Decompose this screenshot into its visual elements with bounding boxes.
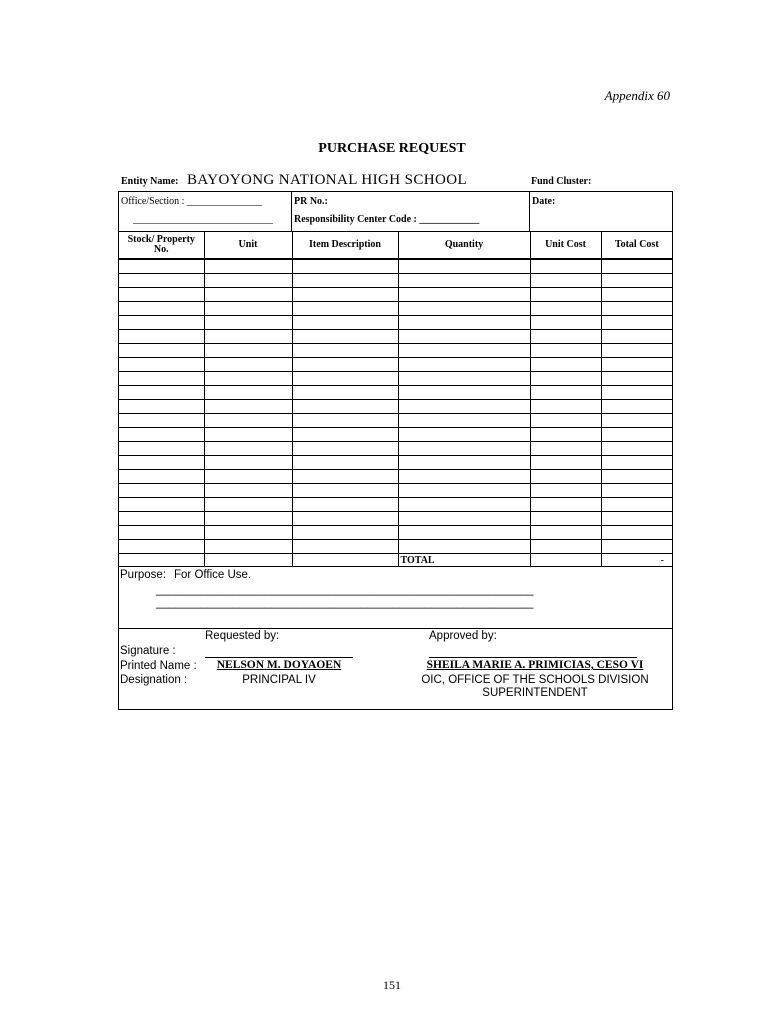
table-cell[interactable]: [204, 259, 292, 274]
requester-name: NELSON M. DOYAOEN: [216, 659, 342, 671]
table-row: [119, 259, 672, 274]
table-cell[interactable]: [601, 259, 672, 274]
table-cell[interactable]: [119, 274, 204, 288]
table-row: [119, 526, 672, 540]
table-cell[interactable]: [398, 414, 530, 428]
office-section-line: ____________________________: [133, 214, 273, 225]
responsibility-center-code-field[interactable]: Responsibility Center Code : ____________: [294, 214, 480, 225]
table-cell[interactable]: [398, 470, 530, 484]
table-cell[interactable]: [204, 358, 292, 372]
table-cell[interactable]: [398, 512, 530, 526]
table-row: [119, 316, 672, 330]
entity-name-value: BAYOYONG NATIONAL HIGH SCHOOL: [187, 172, 468, 188]
form-title: PURCHASE REQUEST: [318, 141, 466, 156]
table-cell[interactable]: [530, 358, 601, 372]
table-cell[interactable]: [601, 358, 672, 372]
table-cell[interactable]: [204, 316, 292, 330]
table-cell[interactable]: [204, 526, 292, 540]
table-cell[interactable]: [204, 400, 292, 414]
purpose-value[interactable]: For Office Use.: [174, 569, 252, 581]
table-cell[interactable]: [530, 344, 601, 358]
table-cell: [292, 554, 398, 567]
table-cell[interactable]: [119, 358, 204, 372]
table-cell[interactable]: [119, 414, 204, 428]
table-cell[interactable]: [601, 344, 672, 358]
column-header-unit-cost: Unit Cost: [530, 231, 601, 259]
approved-by-label: Approved by:: [429, 630, 497, 642]
column-header-unit: Unit: [204, 231, 292, 259]
table-cell[interactable]: [601, 442, 672, 456]
table-cell[interactable]: [119, 428, 204, 442]
table-row: [119, 288, 672, 302]
table-cell[interactable]: [398, 372, 530, 386]
table-cell[interactable]: [119, 344, 204, 358]
purchase-request-form: [118, 191, 673, 710]
table-cell[interactable]: [204, 512, 292, 526]
table-cell[interactable]: [119, 442, 204, 456]
table-cell[interactable]: [601, 302, 672, 316]
table-cell[interactable]: [204, 372, 292, 386]
table-cell[interactable]: [292, 344, 398, 358]
table-cell[interactable]: [601, 288, 672, 302]
table-cell[interactable]: [292, 330, 398, 344]
table-cell[interactable]: [601, 484, 672, 498]
table-cell[interactable]: [204, 414, 292, 428]
table-cell[interactable]: [292, 428, 398, 442]
table-cell[interactable]: [119, 259, 204, 274]
table-row: [119, 498, 672, 512]
table-row: [119, 512, 672, 526]
table-row: [119, 414, 672, 428]
table-row: [119, 400, 672, 414]
table-cell[interactable]: [601, 330, 672, 344]
table-cell[interactable]: [530, 386, 601, 400]
table-cell[interactable]: [204, 428, 292, 442]
table-cell[interactable]: [119, 526, 204, 540]
table-cell[interactable]: [119, 498, 204, 512]
requested-by-label: Requested by:: [205, 630, 280, 642]
table-cell[interactable]: [601, 316, 672, 330]
table-cell[interactable]: [530, 442, 601, 456]
table-cell[interactable]: [601, 526, 672, 540]
table-cell[interactable]: [601, 512, 672, 526]
table-cell[interactable]: [601, 274, 672, 288]
table-cell[interactable]: [530, 470, 601, 484]
table-cell[interactable]: [204, 540, 292, 554]
column-header-quantity: Quantity: [398, 231, 530, 259]
table-cell[interactable]: [119, 400, 204, 414]
header-divider: [291, 192, 292, 231]
signature-section: [119, 629, 672, 711]
requester-signature-line[interactable]: [205, 657, 353, 658]
form-header: [119, 192, 672, 232]
table-cell[interactable]: [398, 456, 530, 470]
table-cell: [119, 554, 204, 567]
table-cell[interactable]: [292, 259, 398, 274]
table-cell[interactable]: [530, 372, 601, 386]
table-cell[interactable]: [530, 512, 601, 526]
table-cell[interactable]: [292, 316, 398, 330]
table-cell[interactable]: [601, 428, 672, 442]
date-field[interactable]: Date:: [532, 196, 556, 207]
table-cell[interactable]: [398, 442, 530, 456]
column-header-stock-property-no: Stock/ Property No.: [119, 231, 204, 259]
table-cell[interactable]: [204, 470, 292, 484]
table-row: [119, 470, 672, 484]
table-cell[interactable]: [292, 288, 398, 302]
table-cell[interactable]: [292, 372, 398, 386]
office-section-field[interactable]: Office/Section : _______________: [121, 196, 262, 207]
total-label: TOTAL: [398, 554, 530, 567]
table-cell[interactable]: [119, 386, 204, 400]
table-cell[interactable]: [601, 386, 672, 400]
table-cell[interactable]: [530, 498, 601, 512]
table-row: [119, 540, 672, 554]
table-cell[interactable]: [292, 540, 398, 554]
appendix-label: Appendix 60: [604, 88, 670, 103]
approver-designation: OIC, OFFICE OF THE SCHOOLS DIVISION: [421, 674, 649, 686]
table-cell[interactable]: [292, 302, 398, 316]
table-cell[interactable]: [119, 316, 204, 330]
items-table: [119, 231, 672, 567]
table-cell[interactable]: [204, 498, 292, 512]
table-cell[interactable]: [601, 498, 672, 512]
purpose-line: ___________________________________________________________: [156, 584, 534, 596]
table-row: [119, 428, 672, 442]
purpose-line: ___________________________________________________________: [156, 597, 534, 609]
table-cell[interactable]: [530, 302, 601, 316]
table-cell[interactable]: [119, 330, 204, 344]
table-cell[interactable]: [292, 456, 398, 470]
table-row: [119, 330, 672, 344]
table-cell[interactable]: [530, 288, 601, 302]
table-cell[interactable]: [530, 400, 601, 414]
table-row: [119, 344, 672, 358]
purpose-label: Purpose:: [120, 569, 167, 581]
requester-designation: PRINCIPAL IV: [242, 674, 316, 686]
column-header-total-cost: Total Cost: [601, 231, 672, 259]
table-cell[interactable]: [398, 316, 530, 330]
purpose-section: [119, 568, 672, 629]
entity-name-label: Entity Name:: [121, 176, 179, 187]
table-cell[interactable]: [398, 484, 530, 498]
table-cell[interactable]: [204, 456, 292, 470]
table-cell[interactable]: [204, 386, 292, 400]
table-cell[interactable]: [601, 414, 672, 428]
table-cell: [530, 554, 601, 567]
table-cell[interactable]: [398, 498, 530, 512]
table-cell[interactable]: [398, 259, 530, 274]
table-cell[interactable]: [292, 498, 398, 512]
table-cell[interactable]: [601, 372, 672, 386]
table-cell[interactable]: [398, 302, 530, 316]
table-cell[interactable]: [398, 330, 530, 344]
table-cell[interactable]: [601, 470, 672, 484]
table-row: [119, 372, 672, 386]
table-row: [119, 386, 672, 400]
signature-label: Signature :: [120, 645, 176, 657]
table-cell[interactable]: [292, 386, 398, 400]
page-number: 151: [383, 978, 401, 992]
table-cell[interactable]: [530, 540, 601, 554]
table-row: [119, 302, 672, 316]
approver-name: SHEILA MARIE A. PRIMICIAS, CESO VI: [426, 659, 644, 671]
table-row: [119, 358, 672, 372]
table-cell[interactable]: [292, 512, 398, 526]
table-cell[interactable]: [601, 456, 672, 470]
table-cell[interactable]: [292, 470, 398, 484]
table-cell[interactable]: [398, 386, 530, 400]
pr-number-field[interactable]: PR No.:: [294, 196, 328, 207]
table-cell[interactable]: [204, 344, 292, 358]
table-cell[interactable]: [119, 484, 204, 498]
table-cell[interactable]: [530, 456, 601, 470]
table-cell[interactable]: [530, 484, 601, 498]
table-cell[interactable]: [292, 442, 398, 456]
printed-name-label: Printed Name :: [120, 660, 197, 672]
table-cell: [204, 554, 292, 567]
table-row: [119, 274, 672, 288]
table-cell[interactable]: [530, 330, 601, 344]
column-header-item-description: Item Description: [292, 231, 398, 259]
table-cell[interactable]: [119, 302, 204, 316]
table-cell[interactable]: [530, 316, 601, 330]
table-cell[interactable]: [398, 400, 530, 414]
table-cell[interactable]: [398, 540, 530, 554]
table-cell[interactable]: [530, 414, 601, 428]
table-cell[interactable]: [292, 484, 398, 498]
table-cell[interactable]: [398, 288, 530, 302]
table-cell[interactable]: [530, 274, 601, 288]
table-cell[interactable]: [530, 259, 601, 274]
table-cell[interactable]: [119, 288, 204, 302]
table-cell[interactable]: [292, 526, 398, 540]
approver-designation-continued: SUPERINTENDENT: [482, 687, 588, 699]
fund-cluster-label: Fund Cluster:: [531, 176, 592, 187]
table-cell[interactable]: [119, 456, 204, 470]
table-cell[interactable]: [119, 372, 204, 386]
table-cell[interactable]: [292, 400, 398, 414]
table-cell[interactable]: [204, 302, 292, 316]
table-cell[interactable]: [530, 526, 601, 540]
designation-label: Designation :: [120, 674, 188, 686]
table-cell[interactable]: [292, 274, 398, 288]
items-table-header: [119, 231, 672, 259]
table-cell[interactable]: [204, 330, 292, 344]
table-cell[interactable]: [204, 484, 292, 498]
header-divider: [529, 192, 530, 231]
table-cell[interactable]: [601, 400, 672, 414]
total-row: [119, 554, 672, 567]
table-cell[interactable]: [204, 274, 292, 288]
table-cell[interactable]: [292, 414, 398, 428]
table-cell[interactable]: [530, 428, 601, 442]
approver-signature-line[interactable]: [429, 657, 637, 658]
table-cell[interactable]: [204, 288, 292, 302]
table-cell[interactable]: [292, 358, 398, 372]
total-value: -: [601, 554, 672, 567]
table-cell[interactable]: [119, 512, 204, 526]
table-cell[interactable]: [398, 358, 530, 372]
table-row: [119, 484, 672, 498]
table-cell[interactable]: [204, 442, 292, 456]
table-row: [119, 456, 672, 470]
table-cell[interactable]: [398, 274, 530, 288]
table-cell[interactable]: [398, 428, 530, 442]
table-cell[interactable]: [398, 526, 530, 540]
table-row: [119, 442, 672, 456]
table-cell[interactable]: [601, 540, 672, 554]
table-cell[interactable]: [119, 470, 204, 484]
table-cell[interactable]: [119, 540, 204, 554]
table-cell[interactable]: [398, 344, 530, 358]
